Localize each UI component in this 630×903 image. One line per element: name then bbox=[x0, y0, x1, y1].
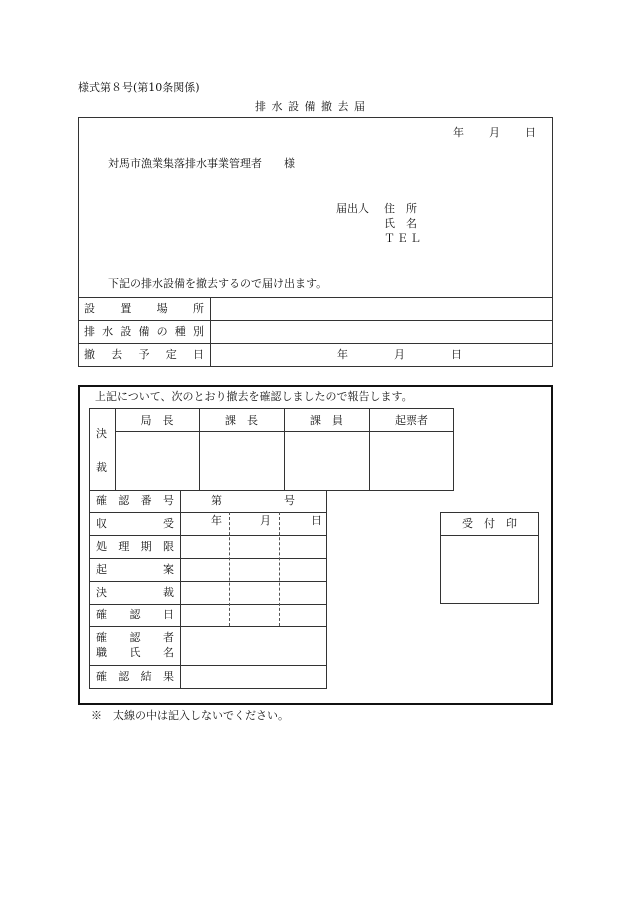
divider bbox=[78, 320, 553, 321]
label-install-location: 設 置 場 所 bbox=[84, 302, 204, 315]
label-removal-date: 撤 去 予 定 日 bbox=[84, 348, 204, 361]
check-number-prefix: 第 bbox=[211, 494, 222, 507]
divider bbox=[115, 431, 454, 432]
label-receipt: 収 受 bbox=[96, 517, 174, 530]
divider bbox=[78, 343, 553, 344]
col-section-chief: 課 長 bbox=[225, 414, 258, 427]
divider bbox=[180, 490, 181, 689]
receipt-month: 月 bbox=[260, 514, 271, 527]
label-approval: 決 裁 bbox=[96, 586, 174, 599]
divider bbox=[89, 558, 327, 559]
col-originator: 起票者 bbox=[395, 414, 428, 427]
date-month-label: 月 bbox=[489, 126, 500, 139]
divider bbox=[78, 297, 553, 298]
office-intro: 上記について、次のとおり撤去を確認しましたので報告します。 bbox=[95, 390, 413, 403]
applicant-address-label: 住 所 bbox=[384, 202, 417, 215]
divider bbox=[89, 512, 327, 513]
divider bbox=[440, 535, 539, 536]
divider bbox=[89, 665, 327, 666]
statement: 下記の排水設備を撤去するので届け出ます。 bbox=[108, 277, 328, 290]
label-check-number: 確 認 番 号 bbox=[96, 494, 174, 507]
label-draft: 起 案 bbox=[96, 563, 174, 576]
removal-year-label: 年 bbox=[337, 348, 348, 361]
divider bbox=[210, 297, 211, 367]
col-bureau-chief: 局 長 bbox=[140, 414, 174, 427]
divider bbox=[89, 581, 327, 582]
divider bbox=[89, 604, 327, 605]
applicant-label: 届出人 bbox=[336, 202, 369, 215]
decision-label-bottom: 裁 bbox=[96, 461, 107, 474]
date-day-label: 日 bbox=[525, 126, 536, 139]
receipt-year: 年 bbox=[211, 514, 222, 527]
removal-month-label: 月 bbox=[394, 348, 405, 361]
label-checker-title: 職 氏 名 bbox=[96, 646, 174, 659]
label-checker: 確 認 者 bbox=[96, 631, 174, 644]
label-check-date: 確 認 日 bbox=[96, 608, 174, 621]
removal-day-label: 日 bbox=[451, 348, 462, 361]
divider bbox=[89, 535, 327, 536]
receipt-day: 日 bbox=[311, 514, 322, 527]
addressee: 対馬市漁業集落排水事業管理者 様 bbox=[108, 157, 295, 170]
reception-stamp-label: 受 付 印 bbox=[462, 517, 517, 530]
applicant-tel-label: ＴＥＬ bbox=[384, 232, 423, 245]
page-title: 排 水 設 備 撤 去 届 bbox=[255, 100, 366, 113]
label-check-result: 確 認 結 果 bbox=[96, 670, 174, 683]
footnote: ※ 太線の中は記入しないでください。 bbox=[91, 709, 289, 722]
col-staff: 課 員 bbox=[310, 414, 343, 427]
decision-label-top: 決 bbox=[96, 427, 107, 440]
applicant-name-label: 氏 名 bbox=[384, 217, 417, 230]
date-year-label: 年 bbox=[453, 126, 464, 139]
label-deadline: 処 理 期 限 bbox=[96, 540, 174, 553]
check-number-suffix: 号 bbox=[284, 494, 295, 507]
label-equipment-type: 排 水 設 備 の 種 別 bbox=[84, 325, 204, 338]
divider bbox=[279, 512, 280, 626]
divider bbox=[89, 626, 327, 627]
form-number: 様式第８号(第10条関係) bbox=[78, 81, 200, 94]
divider bbox=[229, 512, 230, 626]
